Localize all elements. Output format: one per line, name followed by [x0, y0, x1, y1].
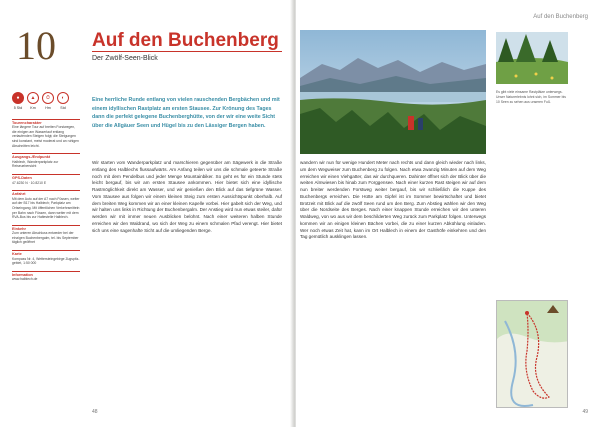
lead-paragraph: Eine herrliche Runde entlang von vielen rauschenden Bergbächen und mit einem idyllischen Rastplatz am ersten Stausee. Zur Krönung des Tages dann die perfekt gelegene Buchenberghütte, von der wir eine weite Sicht über die Allgäuer Seen und Hügel bis zu den Lässiger Bergen haben. [92, 97, 280, 129]
right-page [296, 0, 600, 427]
altitude-icon: ⏱ [42, 92, 54, 104]
info-block [12, 153, 80, 169]
info-block [12, 119, 80, 149]
info-link[interactable]: www.halblech.de [12, 277, 38, 282]
info-block [12, 271, 80, 282]
info-heading: Information [12, 271, 80, 278]
info-heading: Anfahrt [12, 190, 80, 197]
chapter-subtitle: Der Zwölf-Seen-Blick [92, 55, 158, 62]
tour-icon-labels [12, 106, 80, 111]
body-text: Wir starten vom Wanderparkplatz und marschieren gegenüber am Sägewerk in die Straße entlang des Halblechs flussaufwärts. Am Anfang teilen wir uns die schmale geteerte Straße noch mit dem Pendelbus und jeder Menge Mountainbiker. So geht es für ein Stunde stets leicht bergauf, bis wir am ersten Stausee ankommen. Hier bietet sich eine idyllische Rastmöglichkeit direkt am Wasser, und wir genießen den Blick auf das tiefgrüne Wasser. Vom Stausee aus folgen wir einem kleinen Steig zum ersten Aussichtspunkt oberhalb. Auf dem breiten Weg kommen wir an einer kleinen Kapelle vorbei. Hier gabelt sich der Weg, und wir halten uns links in Richtung der Buchenbergalm. Der Anstieg wird nun etwas steiler, dafür werden wir mit immer neuen Ausblicken belohnt. Nach einer weiteren halben Stunde erreichen wir den Waldrand, wo sich der Weg zu einem schmalen Pfad verengt. Hier bietet sich uns eine sagenhafte Sicht auf die umliegenden Berge. [92, 160, 282, 233]
info-heading: GPS-Daten [12, 174, 80, 181]
info-block [12, 225, 80, 245]
landscape-photo [300, 30, 486, 154]
meadow-photo [496, 32, 568, 84]
info-text: Zum unteren Abschluss entweder bei der einzigen Buchenbergalm, tel. bis September täglich geöffnet [12, 231, 79, 245]
info-heading: Tourencharakter [12, 119, 80, 126]
left-page [0, 0, 292, 427]
info-heading: Karte [12, 250, 80, 257]
tour-icons [12, 92, 80, 104]
chapter-number: 10 [16, 23, 56, 68]
running-header: Auf den Buchenberg [533, 14, 588, 20]
info-block [12, 174, 80, 185]
difficulty-icon: ● [12, 92, 24, 104]
title-rule [92, 51, 282, 52]
icon-label: Std [60, 106, 66, 110]
photo-caption: Es gibt viele einsame Rastplätze unterwegs. Unser Naturerlebnis lohnt sich, im Sommer bis 10 Seen zu sehen aus unseren Fuß. [496, 90, 566, 104]
info-text: Eine längere Tour auf breiten Forstwegen, die einigen am Wasserlauf entlang verlaufenden Steigen folgt; die Steigungen sind konstant, meist moderat und an ruhigen Abschnitten leicht. [12, 125, 79, 148]
icon-label: 5 Std [13, 106, 23, 110]
info-text: 47.6230 N · 10.8210 E [12, 180, 47, 185]
icon-label: Hm [45, 106, 51, 110]
info-sidebar [12, 92, 80, 287]
time-icon: ◐ [57, 92, 69, 104]
route-map [496, 300, 568, 408]
body-text-continued: wandern wir nun für wenige Hundert Meter nach rechts und dann gleich wieder nach links, um dem Wegweiser zum Buchenberg zu folgen. Nach etwa zwanzig Minuten auf dem Weg erreichen wir einen Viehgatter, das wir durchqueren. Dahinter öffnet sich der Blick über die weiten Almwiesen bis hinab zum Forggensee. Nach einer kurzen Rast steigen wir auf dem nun breiter werdenden Forstweg weiter bergauf, bis wir schließlich die Kuppe des Buchenbergs erreichen. Die Hütte am Gipfel ist im Sommer bewirtschaftet und bietet Brotzeit mit Blick auf die zwölf Seen rund um den Berg. Zum Abstieg wählen wir den Weg über die Nordseite des Berges. Nach einer knappen Stunde erreichen wir den unteren Waldweg, von wo aus wir dem beschilderten Weg zurück zum Parkplatz folgen. Unterwegs kommen wir an einigen kleinen Bächen vorbei, die zu einer kurzen Abkühlung einladen. Wer noch etwas Zeit hat, kann im Ort Halblech in einem der Gasthöfe einkehren und den Tag gemütlich ausklingen lassen. [300, 160, 486, 240]
info-heading: Einkehr [12, 225, 80, 232]
page-number: 48 [92, 409, 98, 415]
info-heading: Ausgangs-/Endpunkt [12, 153, 80, 160]
distance-icon: ▲ [27, 92, 39, 104]
chapter-title: Auf den Buchenberg [92, 30, 279, 51]
info-block [12, 190, 80, 220]
page-number: 49 [582, 409, 588, 415]
info-text: Mit dem Auto auf der A7 nach Füssen, weiter auf der B17 bis Halblech; Parkplatz am Ortseingang. Mit öffentlichen Verkehrsmitteln per Bahn nach Füssen, dann weiter mit dem RVA-Bus bis zur Haltestelle Halblech. [12, 196, 80, 220]
icon-label: Km [30, 106, 36, 110]
info-text: Halblech, Wanderparkplatz zur Reiseuebersicht [12, 159, 59, 169]
info-block [12, 250, 80, 266]
info-text: Kompass Nr. 4, Wettersteingebirge Zugspitz-gebiet, 1:50 000 [12, 256, 80, 266]
